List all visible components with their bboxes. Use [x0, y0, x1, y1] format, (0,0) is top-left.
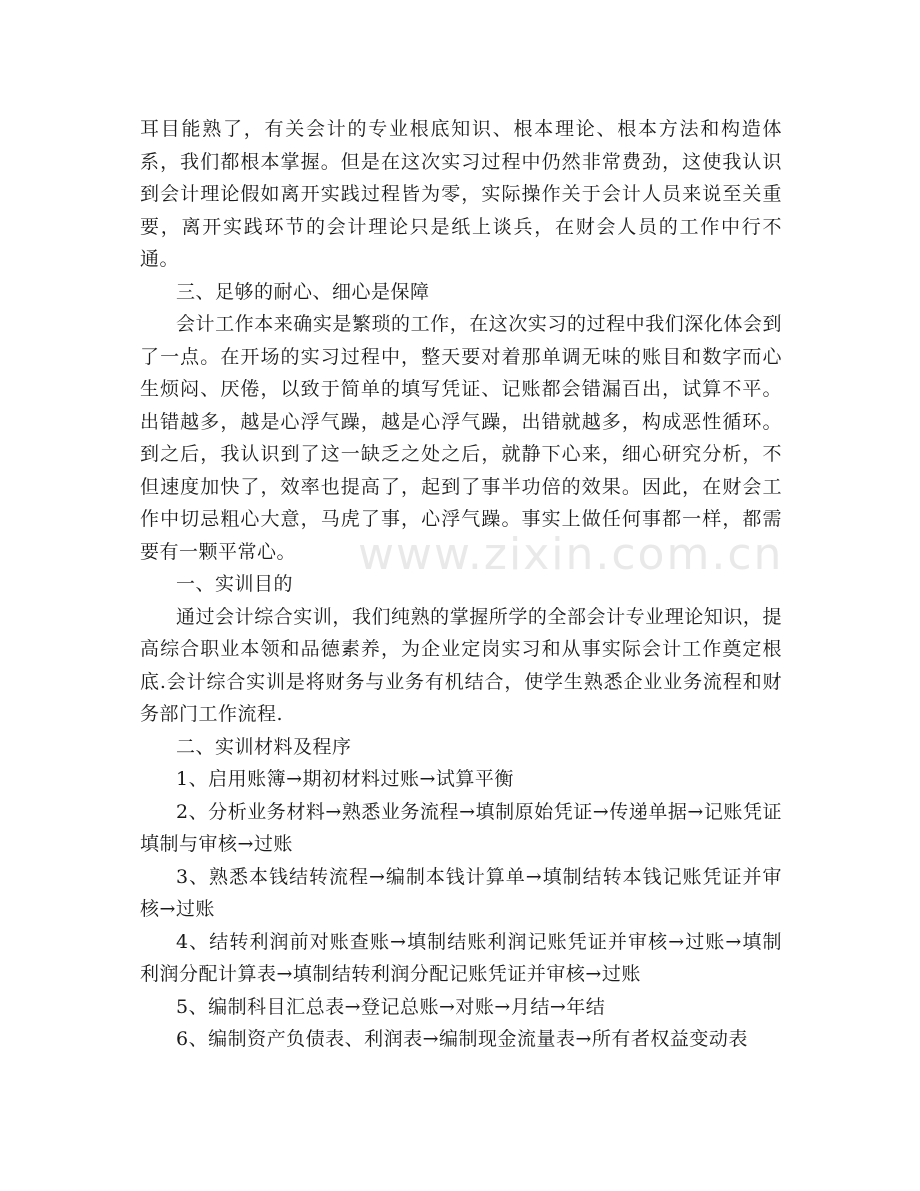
- list-item-step-3: 3、熟悉本钱结转流程→编制本钱计算单→填制结转本钱记账凭证并审核→过账: [140, 865, 782, 920]
- list-item-step-4: 4、结转利润前对账查账→填制结账利润记账凭证并审核→过账→填制利润分配计算表→填制结转利润分配记账凭证并审核→过账: [140, 930, 782, 985]
- paragraph-continued: 耳目能熟了，有关会计的专业根底知识、根本理论、根本方法和构造体系，我们都根本掌握。但是在这次实习过程中仍然非常费劲，这使我认识到会计理论假如离开实践过程皆为零，实际操作关于会计人员来说至关重要，离开实践环节的会计理论只是纸上谈兵，在财会人员的工作中行不通。: [140, 118, 782, 270]
- list-item-step-2: 2、分析业务材料→熟悉业务流程→填制原始凭证→传递单据→记账凭证填制与审核→过账: [140, 800, 782, 855]
- section-heading-training-goal: 一、实训目的: [176, 573, 294, 595]
- section-heading-training-procedure: 二、实训材料及程序: [176, 735, 352, 758]
- paragraph-training-goal: 通过会计综合实训，我们纯熟的掌握所学的全部会计专业理论知识，提高综合职业本领和品德素养，为企业定岗实习和从事实际会计工作奠定根底.会计综合实训是将财务与业务有机结合，使学生熟悉企业业务流程和财务部门工作流程.: [140, 605, 782, 725]
- document-body: [140, 113, 782, 1056]
- list-item-step-5: 5、编制科目汇总表→登记总账→对账→月结→年结: [176, 995, 606, 1018]
- paragraph-patience: 会计工作本来确实是繁琐的工作，在这次实习的过程中我们深化体会到了一点。在开场的实习过程中，整天要对着那单调无味的账目和数字而心生烦闷、厌倦，以致于简单的填写凭证、记账都会错漏百出，试算不平。出错越多，越是心浮气躁，越是心浮气躁，出错就越多，构成恶性循环。到之后，我认识到了这一缺乏之处之后，就静下心来，细心研究分析，不但速度加快了，效率也提高了，起到了事半功倍的效果。因此，在财会工作中切忌粗心大意，马虎了事，心浮气躁。事实上做任何事都一样，都需要有一颗平常心。: [140, 313, 782, 563]
- watermark: www.zixin.com.cn: [358, 529, 784, 580]
- section-heading-patience: 三、足够的耐心、细心是保障: [176, 280, 430, 303]
- list-item-step-6: 6、编制资产负债表、利润表→编制现金流量表→所有者权益变动表: [176, 1028, 748, 1050]
- list-item-step-1: 1、启用账簿→期初材料过账→试算平衡: [176, 768, 514, 790]
